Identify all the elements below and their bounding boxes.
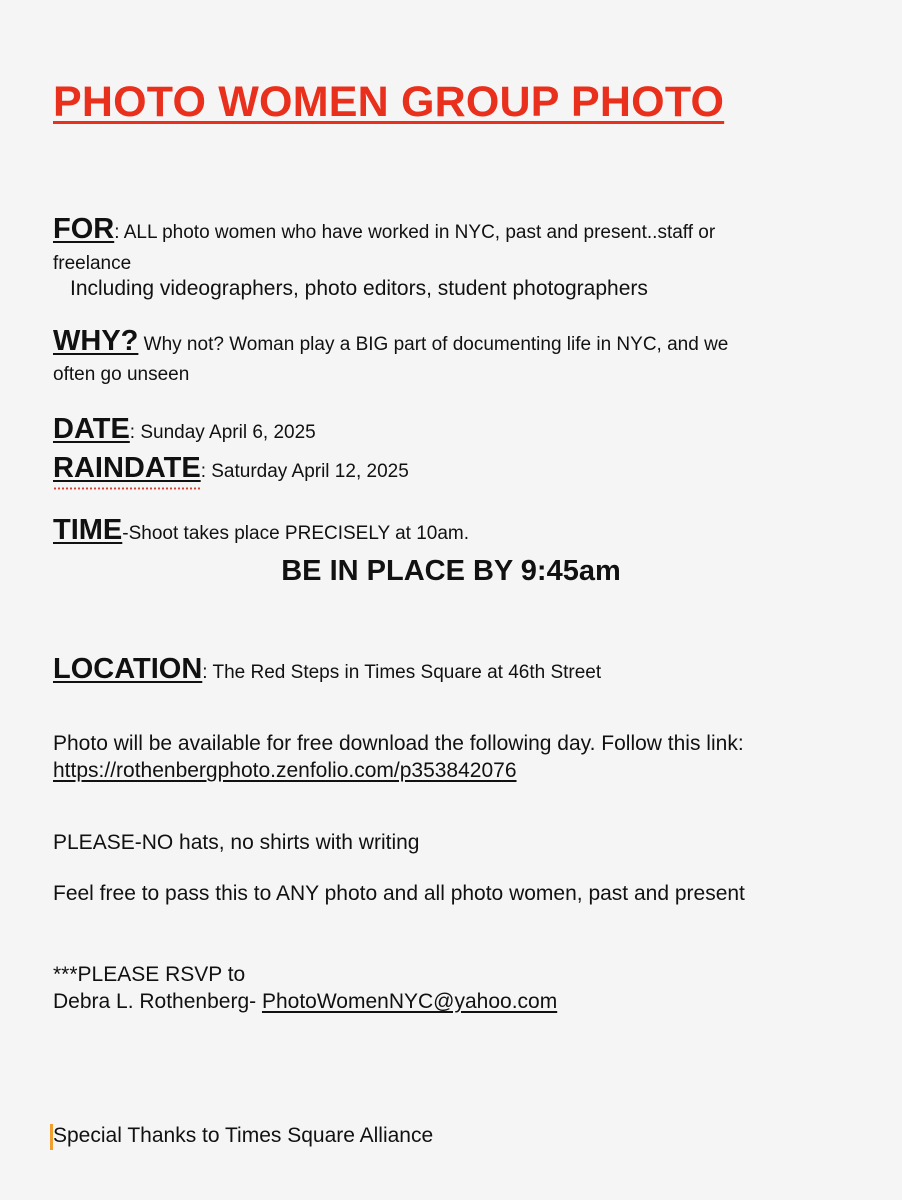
raindate-label: RAINDATE (53, 452, 201, 484)
date-text: : Sunday April 6, 2025 (129, 422, 316, 443)
for-text: : ALL photo women who have worked in NYC, past and present..staff or (114, 222, 716, 243)
for-label: FOR (53, 213, 115, 245)
why-section (53, 325, 728, 358)
date-label: DATE (53, 413, 130, 445)
location-label: LOCATION (53, 653, 203, 685)
rsvp-email-link[interactable]: PhotoWomenNYC@yahoo.com (261, 990, 558, 1013)
time-text: -Shoot takes place PRECISELY at 10am. (122, 523, 470, 544)
download-text: Photo will be available for free download the following day. Follow this link: (53, 732, 744, 755)
why-text: Why not? Woman play a BIG part of documenting life in NYC, and we (138, 334, 729, 355)
pass-along-text: Feel free to pass this to ANY photo and all photo women, past and present (53, 882, 745, 905)
location-text: : The Red Steps in Times Square at 46th Street (202, 662, 602, 683)
raindate-label-wrap (53, 452, 201, 485)
location-section (53, 653, 601, 686)
time-emphasis: BE IN PLACE BY 9:45am (281, 555, 621, 587)
time-section (53, 514, 469, 547)
raindate-section (53, 452, 409, 485)
page-title: PHOTO WOMEN GROUP PHOTO (53, 78, 725, 126)
spellcheck-underline (53, 487, 201, 490)
for-section (53, 213, 715, 246)
time-label: TIME (53, 514, 123, 546)
why-text-cont: often go unseen (53, 364, 190, 385)
please-no-text: PLEASE-NO hats, no shirts with writing (53, 831, 420, 854)
for-text-line3: Including videographers, photo editors, student photographers (70, 277, 648, 300)
download-link[interactable]: https://rothenbergphoto.zenfolio.com/p353842076 (53, 759, 517, 782)
raindate-text: : Saturday April 12, 2025 (200, 461, 409, 482)
why-label: WHY? (53, 325, 139, 357)
rsvp-contact (53, 990, 557, 1014)
for-text-cont: freelance (53, 253, 132, 274)
rsvp-name: Debra L. Rothenberg- (53, 990, 262, 1013)
rsvp-line: ***PLEASE RSVP to (53, 963, 246, 986)
thanks-text: Special Thanks to Times Square Alliance (53, 1124, 434, 1147)
date-section (53, 413, 316, 446)
